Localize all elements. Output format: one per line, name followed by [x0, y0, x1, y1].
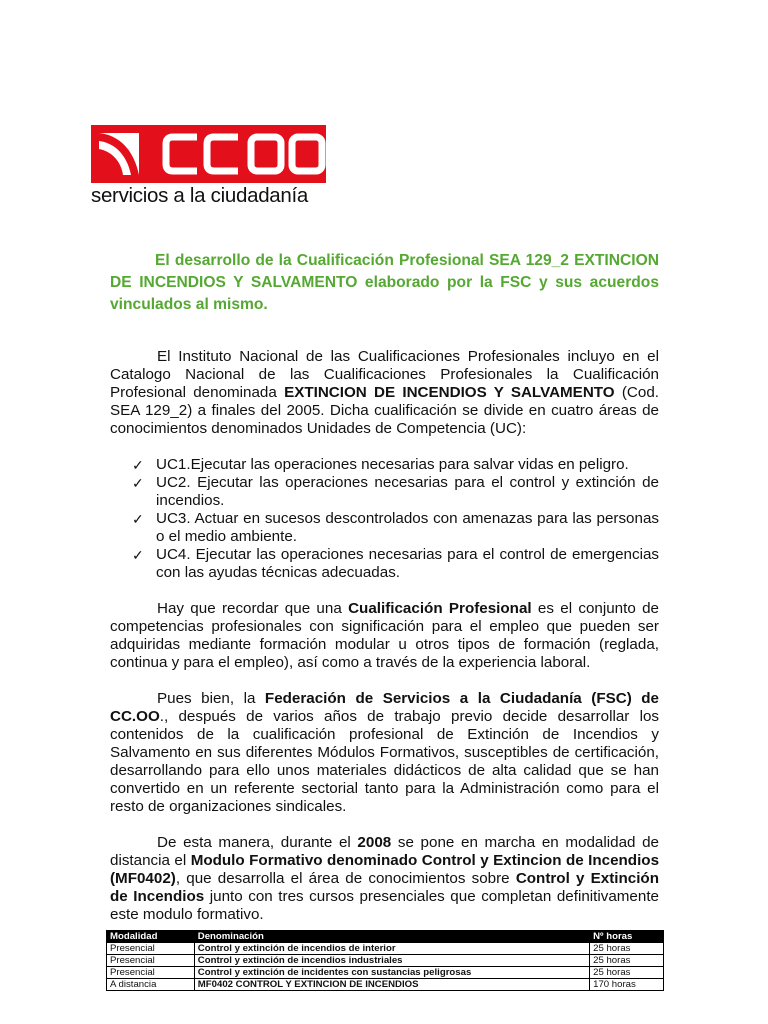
list-item: ✓ UC1.Ejecutar las operaciones necesarias para salvar vidas en peligro.	[132, 456, 629, 473]
table-row	[107, 979, 664, 991]
cell-horas: 25 horas	[590, 967, 664, 979]
cell-denominacion: Control y extinción de incendios de interior	[194, 943, 589, 955]
cell-horas: 25 horas	[590, 955, 664, 967]
cell-denominacion: Control y extinción de incendios industriales	[194, 955, 589, 967]
courses-table	[106, 930, 664, 991]
cell-modalidad: Presencial	[107, 967, 195, 979]
cell-modalidad: A distancia	[107, 979, 195, 991]
table-row	[107, 955, 664, 967]
checkmark-icon: ✓	[132, 457, 144, 473]
list-item: ✓ UC3. Actuar en sucesos descontrolados con amenazas para las personas o el medio ambiente.	[132, 510, 659, 545]
list-item: ✓ UC4. Ejecutar las operaciones necesarias para el control de emergencias con las ayudas técnicas adecuadas.	[132, 546, 659, 581]
table-row	[107, 943, 664, 955]
paragraph-federacion: Pues bien, la Federación de Servicios a la Ciudadanía (FSC) de CC.OO., después de varios años de trabajo previo decide desarrollar los contenidos de la cualificación profesional de Extinción de Incendios y Salvamento en sus diferentes Módulos Formativos, susceptibles de certificación, desarrollando para ello unos materiales didácticos de alta calidad que se han convertido en un referente sectorial tanto para la Administración como para el resto de organizaciones sindicales.	[110, 690, 659, 815]
header-horas: Nº horas	[590, 931, 664, 943]
checkmark-icon: ✓	[132, 547, 144, 563]
cell-denominacion: Control y extinción de incidentes con sustancias peligrosas	[194, 967, 589, 979]
paragraph-cualificacion: Hay que recordar que una Cualificación Profesional es el conjunto de competencias profesionales con significación para el empleo que pueden ser adquiridas mediante formación modular u otros tipos de formación (reglada, continua y para el empleo), así como a través de la experiencia laboral.	[110, 600, 659, 671]
checkmark-icon: ✓	[132, 475, 144, 491]
logo-subtitle: servicios a la ciudadanía	[91, 184, 308, 207]
header-denominacion: Denominación	[194, 931, 589, 943]
logo-red-bar	[91, 125, 326, 183]
cell-modalidad: Presencial	[107, 943, 195, 955]
paragraph-instituto: El Instituto Nacional de las Cualificaciones Profesionales incluyo en el Catalogo Nacional de las Cualificaciones Profesionales la Cualificación Profesional denominada EXTINCION DE INCENDIOS Y SALVAMENTO (Cod. SEA 129_2) a finales del 2005. Dicha cualificación se divide en cuatro áreas de conocimientos denominados Unidades de Competencia (UC):	[110, 348, 659, 437]
list-item: ✓ UC2. Ejecutar las operaciones necesarias para el control y extinción de incendios.	[132, 474, 659, 509]
cell-denominacion: MF0402 CONTROL Y EXTINCION DE INCENDIOS	[194, 979, 589, 991]
cell-modalidad: Presencial	[107, 955, 195, 967]
checkmark-icon: ✓	[132, 511, 144, 527]
cell-horas: 170 horas	[590, 979, 664, 991]
table-row	[107, 967, 664, 979]
table-header-row	[107, 931, 664, 943]
ccoo-emblem-icon	[97, 131, 141, 177]
header-modalidad: Modalidad	[107, 931, 195, 943]
paragraph-modulo: De esta manera, durante el 2008 se pone en marcha en modalidad de distancia el Modulo Formativo denominado Control y Extincion de Incendios (MF0402), que desarrolla el área de conocimientos sobre Control y Extinción de Incendios junto con tres cursos presenciales que completan definitivamente este modulo formativo.	[110, 834, 660, 923]
document-body	[110, 348, 659, 942]
ccoo-letters	[161, 132, 326, 176]
cell-horas: 25 horas	[590, 943, 664, 955]
ccoo-logo	[91, 125, 327, 208]
document-title: El desarrollo de la Cualificación Profesional SEA 129_2 EXTINCION DE INCENDIOS Y SALVAMENTO elaborado por la FSC y sus acuerdos vinculados al mismo.	[110, 252, 659, 313]
uc-list	[110, 456, 659, 582]
